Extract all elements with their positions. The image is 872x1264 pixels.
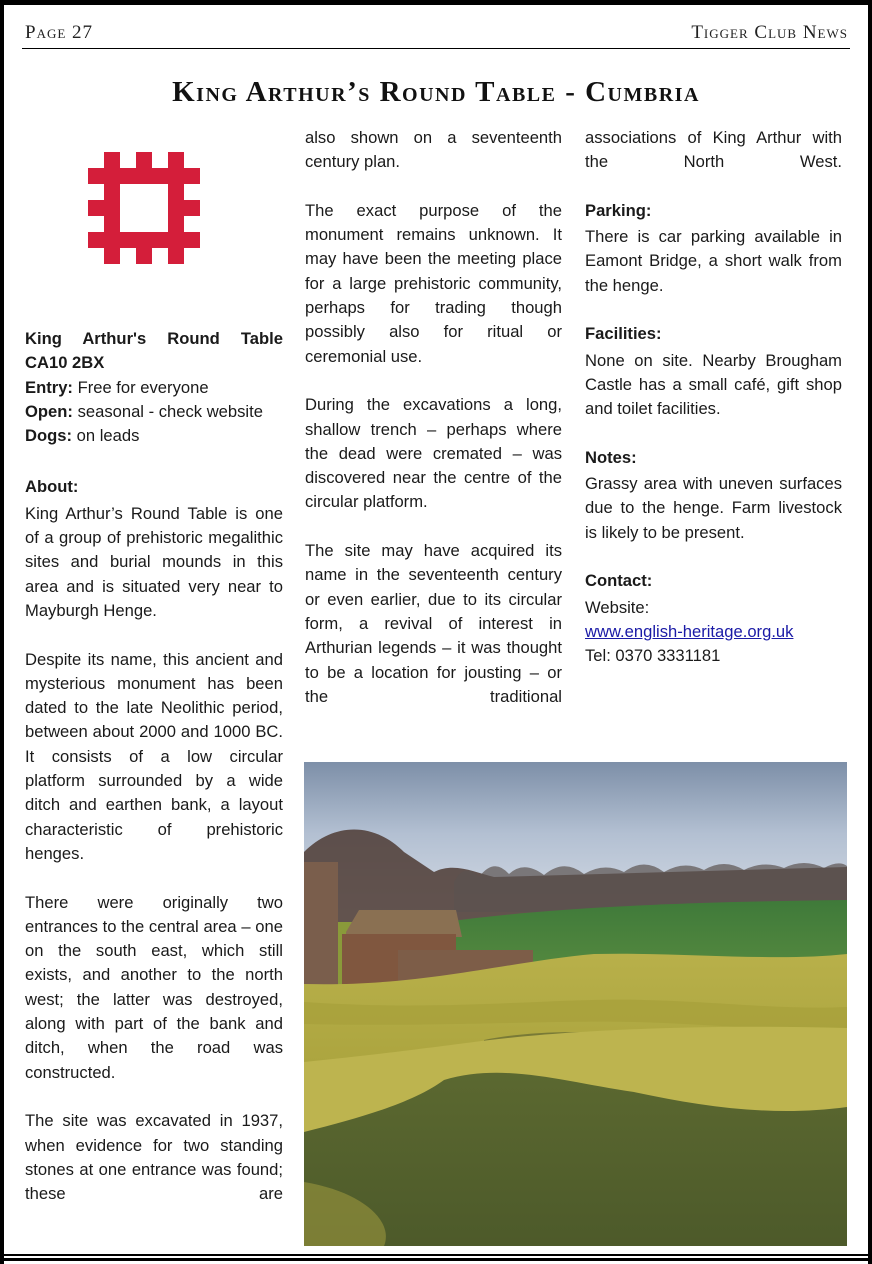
henge-photo (304, 762, 847, 1246)
article-title: King Arthur’s Round Table - Cumbria (172, 76, 700, 108)
facilities-heading: Facilities: (585, 324, 662, 344)
body-paragraph: During the excavations a long, shallow trench – perhaps where the dead were cremated – was discovered near the centre of the circular platform. (305, 395, 562, 512)
landscape-image (304, 762, 847, 1246)
site-postcode: CA10 2BX (25, 353, 105, 373)
open-info (25, 400, 283, 424)
contact-heading: Contact: (585, 571, 653, 591)
body-paragraph: also shown on a seventeenth century plan. (305, 128, 562, 172)
page-number: Page 27 (25, 22, 94, 43)
about-heading: About: (25, 477, 79, 497)
about-paragraph: King Arthur’s Round Table is one of a group of prehistoric megalithic sites and burial mounds in this area and is situated very near to Mayburgh Henge. (25, 503, 283, 620)
column-2 (305, 126, 562, 733)
parking-heading: Parking: (585, 200, 652, 220)
about-paragraph: There were originally two entrances to the central area – one on the south east, which still exists, and another to the north west; the latter was destroyed, along with part of the bank and ditch, when the road was constructed. (25, 892, 283, 1082)
running-header (25, 20, 848, 48)
body-paragraph: The site may have acquired its name in the seventeenth century or even earlier, due to its circular form, a revival of interest in Arthurian legends – it was thought to be a location for jousting – or the traditional (305, 541, 562, 706)
english-heritage-logo-icon (88, 152, 200, 264)
entry-label: Entry: (25, 377, 73, 397)
stone-barn (304, 862, 338, 987)
continuation-paragraph: associations of King Arthur with the North West. (585, 128, 842, 172)
page-border-bottom-thick (4, 1258, 868, 1261)
about-paragraph: The site was excavated in 1937, when evidence for two standing stones at one entrance was found; these are (25, 1111, 283, 1204)
notes-text: Grassy area with uneven surfaces due to the henge. Farm livestock is likely to be present. (585, 474, 842, 542)
notes-heading: Notes: (585, 447, 637, 467)
page-border-bottom (4, 1254, 868, 1256)
site-name: King Arthur's Round Table (25, 329, 283, 348)
parking-text: There is car parking available in Eamont Bridge, a short walk from the henge. (585, 227, 842, 295)
about-paragraph: Despite its name, this ancient and mysterious monument has been dated to the late Neolithic period, between about 2000 and 1000 BC. It consists of a low circular platform surrounded by a wide ditch and earthen bank, a layout characteristic of prehistoric henges. (25, 649, 283, 863)
facilities-text: None on site. Nearby Brougham Castle has a small café, gift shop and toilet facilities. (585, 350, 842, 419)
open-label: Open: (25, 401, 73, 421)
column-1 (25, 130, 283, 1231)
telephone: Tel: 0370 3331181 (585, 646, 721, 666)
publication-name: Tigger Club News (691, 22, 848, 43)
website-label: Website: (585, 597, 650, 617)
open-value: seasonal - check website (77, 401, 263, 421)
logo-container (25, 152, 283, 327)
entry-info (25, 376, 283, 400)
column-3 (585, 126, 842, 669)
dogs-label: Dogs: (25, 426, 73, 446)
site-info (25, 327, 283, 448)
dogs-value: on leads (76, 426, 140, 446)
dogs-info (25, 424, 283, 448)
entry-value: Free for everyone (77, 377, 209, 397)
body-paragraph: The exact purpose of the monument remains unknown. It may have been the meeting place for a large prehistoric community, perhaps for trading though possibly also for ritual or ceremonial use. (305, 200, 562, 366)
header-divider (22, 48, 850, 49)
website-link[interactable]: www.english-heritage.org.uk (585, 621, 794, 641)
